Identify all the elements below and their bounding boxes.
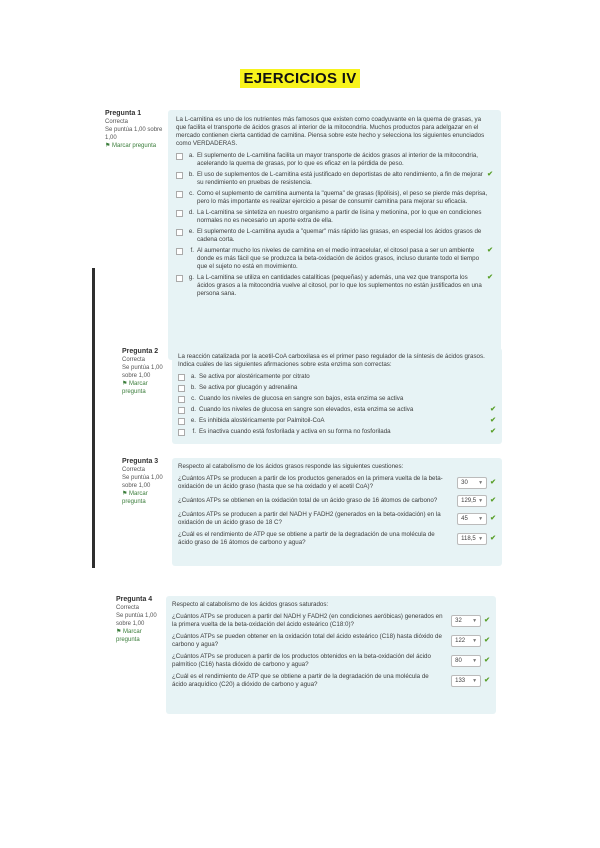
chevron-down-icon: ▼ [478, 516, 484, 522]
correct-check-icon: ✔ [490, 417, 496, 424]
option-letter: c. [189, 190, 194, 197]
flag-question-link[interactable] [122, 490, 170, 506]
flag-question-link[interactable] [116, 628, 164, 644]
option-letter: g. [188, 274, 194, 281]
answer-select[interactable] [451, 635, 481, 647]
answer-option[interactable] [176, 209, 493, 225]
options-list [178, 373, 496, 436]
checkbox[interactable] [176, 248, 183, 255]
question-info [116, 596, 164, 644]
sub-question [172, 673, 490, 689]
option-text: El suplemento de L-carnitina facilita un mayor transporte de ácidos grasos al interior de la mitocondria, acelerando la quema de grasas, por lo que es eficaz en la pérdida de peso. [197, 152, 478, 167]
question-text: La reacción catalizada por la acetil-CoA carboxilasa es el primer paso regulador de la síntesis de ácidos grasos. Indica cuáles de las siguientes afirmaciones sobre esta enzima son correctas: [178, 353, 485, 368]
flag-icon: ⚑ [122, 381, 130, 387]
chevron-down-icon: ▼ [472, 678, 478, 684]
sub-question-text: ¿Cuántos ATPs se pueden obtener en la oxidación total del ácido esteárico (C18) hasta dióxido de carbono y agua? [172, 633, 442, 648]
question-score: Se puntúa 1,00 sobre 1,00 [105, 127, 163, 141]
question-body [172, 458, 502, 566]
sub-question-text: ¿Cuál es el rendimiento de ATP que se obtiene a partir de la degradación de una molécula de ácido araquídico (C20) a dióxido de carbono y agua? [172, 673, 429, 688]
question-status: Correcta [116, 605, 140, 611]
flag-label: Marcar pregunta [112, 143, 157, 149]
answer-option[interactable] [178, 406, 496, 414]
checkbox[interactable] [176, 275, 183, 282]
correct-check-icon: ✔ [490, 479, 496, 486]
checkbox[interactable] [178, 396, 185, 403]
flag-icon: ⚑ [116, 629, 124, 635]
question-info [122, 458, 170, 506]
question-2 [122, 348, 502, 448]
answer-value: 122 [455, 638, 466, 644]
correct-check-icon: ✔ [490, 497, 496, 504]
chevron-down-icon: ▼ [478, 536, 484, 542]
option-letter: f. [192, 428, 196, 435]
checkbox[interactable] [178, 407, 185, 414]
option-text: Como el suplemento de carnitina aumenta la "quema" de grasas (lipólisis), el peso se pierde más deprisa, pero lo más importante es realizar ejercicio a pesar de consumir carnitina para mejorar su eficacia. [197, 190, 488, 205]
questions-list [178, 475, 496, 547]
option-letter: e. [190, 417, 196, 424]
option-text: Cuando los niveles de glucosa en sangre son bajos, esta enzima se activa [199, 395, 404, 402]
question-1 [105, 110, 510, 360]
chevron-down-icon: ▼ [472, 638, 478, 644]
question-number: Pregunta 2 [122, 348, 159, 355]
question-info [122, 348, 170, 396]
question-score: Se puntúa 1,00 sobre 1,00 [122, 475, 163, 489]
answer-select[interactable] [451, 675, 481, 687]
answer-option[interactable] [178, 417, 496, 425]
answer-option[interactable] [176, 274, 493, 298]
sub-question [178, 475, 496, 491]
sub-question [178, 511, 496, 527]
correct-check-icon: ✔ [484, 657, 490, 664]
sub-question-text: ¿Cuántos ATPs se obtienen en la oxidación total de un ácido graso de 16 átomos de carbono? [178, 497, 438, 504]
question-score: Se puntúa 1,00 sobre 1,00 [116, 613, 157, 627]
option-letter: d. [188, 209, 194, 216]
option-letter: b. [190, 384, 196, 391]
question-status: Correcta [122, 357, 146, 363]
option-letter: c. [191, 395, 196, 402]
answer-option[interactable] [176, 152, 493, 168]
answer-value: 129,5 [461, 498, 477, 504]
chevron-down-icon: ▼ [472, 618, 478, 624]
title-text: EJERCICIOS IV [240, 69, 359, 88]
chevron-down-icon: ▼ [478, 480, 484, 486]
question-status: Correcta [105, 119, 129, 125]
answer-select[interactable] [451, 615, 481, 627]
option-text: Se activa por alostéricamente por citrato [199, 373, 310, 380]
correct-check-icon: ✔ [487, 274, 493, 281]
answer-select[interactable] [457, 533, 487, 545]
flag-question-link[interactable] [105, 142, 163, 150]
flag-label: Marcar pregunta [116, 629, 142, 643]
option-letter: a. [190, 373, 196, 380]
checkbox[interactable] [176, 172, 183, 179]
question-text: Respecto al catabolismo de los ácidos grasos responde las siguientes cuestiones: [178, 463, 404, 470]
sub-question [178, 495, 496, 507]
question-body [172, 348, 502, 444]
flag-label: Marcar pregunta [122, 491, 148, 505]
correct-check-icon: ✔ [487, 247, 493, 254]
correct-check-icon: ✔ [490, 535, 496, 542]
option-text: El uso de suplementos de L-carnitina está justificado en deportistas de alto rendimiento, a fin de mejorar su rendimiento en pruebas de resistencia. [197, 171, 483, 186]
question-body [166, 596, 496, 714]
checkbox[interactable] [176, 191, 183, 198]
sub-question-text: ¿Cuántos ATPs se producen a partir de los productos obtenidos en la beta-oxidación del ácido palmítico (C16) hasta dióxido de carbono y agua? [172, 653, 431, 668]
sub-question-text: ¿Cuántos ATPs se producen a partir de los productos generados en la primera vuelta de la beta-oxidación de un ácido graso (hasta que se ha oxidado y el acetil CoA)? [178, 475, 443, 490]
correct-check-icon: ✔ [490, 515, 496, 522]
answer-value: 32 [455, 618, 462, 624]
question-status: Correcta [122, 467, 146, 473]
checkbox[interactable] [178, 429, 185, 436]
correct-check-icon: ✔ [490, 406, 496, 413]
flag-label: Marcar pregunta [122, 381, 148, 395]
sub-question [172, 653, 490, 669]
question-body [168, 110, 501, 360]
answer-value: 80 [455, 658, 462, 664]
answer-option[interactable] [178, 384, 496, 392]
question-number: Pregunta 1 [105, 110, 142, 117]
answer-option[interactable] [176, 247, 493, 271]
sub-question [172, 613, 490, 629]
correct-check-icon: ✔ [484, 637, 490, 644]
answer-select[interactable] [457, 513, 487, 525]
flag-icon: ⚑ [122, 491, 130, 497]
answer-select[interactable] [451, 655, 481, 667]
page-title [0, 70, 600, 88]
option-letter: e. [188, 228, 194, 235]
flag-icon: ⚑ [105, 143, 113, 149]
question-4 [116, 596, 496, 716]
answer-option[interactable] [178, 373, 496, 381]
sub-question [172, 633, 490, 649]
checkbox[interactable] [176, 210, 183, 217]
answer-value: 45 [461, 516, 468, 522]
option-letter: f. [190, 247, 194, 254]
sub-question [178, 531, 496, 547]
question-score: Se puntúa 1,00 sobre 1,00 [122, 365, 163, 379]
correct-check-icon: ✔ [484, 617, 490, 624]
checkbox[interactable] [178, 385, 185, 392]
chevron-down-icon: ▼ [478, 498, 484, 504]
option-text: El suplemento de L-carnitina ayuda a "quemar" más rápido las grasas, en especial los ácidos grasos de cadena corta. [197, 228, 482, 243]
option-text: Al aumentar mucho los niveles de carnitina en el medio intracelular, el citosol pasa a ser un ambiente donde es más fácil que se produzca la beta-oxidación de ácidos grasos, incluso durante todo el tiempo que el sujeto no está en movimiento. [197, 247, 480, 270]
options-list [176, 152, 493, 298]
option-text: Es inactiva cuando está fosforilada y activa en su forma no fosforilada [199, 428, 391, 435]
correct-check-icon: ✔ [484, 677, 490, 684]
checkbox[interactable] [176, 229, 183, 236]
question-number: Pregunta 4 [116, 596, 153, 603]
question-info [105, 110, 163, 150]
answer-select[interactable] [457, 495, 487, 507]
answer-value: 30 [461, 480, 468, 486]
option-letter: d. [190, 406, 196, 413]
option-letter: a. [188, 152, 194, 159]
question-text: Respecto al catabolismo de los ácidos grasos saturados: [172, 601, 329, 608]
questions-list [172, 613, 490, 689]
option-text: Se activa por glucagón y adrenalina [199, 384, 298, 391]
question-text: La L-carnitina es uno de los nutrientes más famosos que existen como coadyuvante en la quema de grasas, ya que facilita el transporte de ácidos grasos al interior de la mitocondria. Muchos productos para adelgazar en el mercado contienen cierta cantidad de carnitina. Piensa sobre este hecho y selecciona los siguientes enunciados como VERDADERAS. [176, 116, 485, 147]
answer-option[interactable] [178, 395, 496, 403]
answer-option[interactable] [178, 428, 496, 436]
answer-select[interactable] [457, 477, 487, 489]
sub-question-text: ¿Cuántos ATPs se producen a partir del NADH y FADH2 (generados en la beta-oxidación) en la oxidación de un ácido graso de 18 C? [178, 511, 441, 526]
option-text: Es inhibida alostéricamente por Palmitoil-CoA [199, 417, 325, 424]
answer-option[interactable] [176, 171, 493, 187]
question-3 [122, 458, 502, 568]
correct-check-icon: ✔ [487, 171, 493, 178]
sub-question-text: ¿Cuántos ATPs se producen a partir del NADH y FADH2 (en condiciones aeróbicas) generados en la primera vuelta de la beta-oxidación del ácido esteárico (C18:0)? [172, 613, 443, 628]
chevron-down-icon: ▼ [472, 658, 478, 664]
answer-option[interactable] [176, 228, 493, 244]
page-divider [92, 268, 95, 568]
checkbox[interactable] [178, 374, 185, 381]
sub-question-text: ¿Cuál es el rendimiento de ATP que se obtiene a partir de la degradación de una molécula de ácido graso de 16 átomos de carbono y agua? [178, 531, 435, 546]
option-text: Cuando los niveles de glucosa en sangre son elevados, esta enzima se activa [199, 406, 414, 413]
question-number: Pregunta 3 [122, 458, 159, 465]
checkbox[interactable] [178, 418, 185, 425]
answer-value: 133 [455, 678, 466, 684]
correct-check-icon: ✔ [490, 428, 496, 435]
answer-value: 118,5 [461, 536, 476, 542]
checkbox[interactable] [176, 153, 183, 160]
answer-option[interactable] [176, 190, 493, 206]
option-text: La L-carnitina se utiliza en cantidades catalíticas (pequeñas) y además, una vez que transporta los ácidos grasos a la mitocondria vuelve al citosol, por lo que los suplementos no están justificados en una persona sana. [197, 274, 482, 297]
option-letter: b. [188, 171, 194, 178]
flag-question-link[interactable] [122, 380, 170, 396]
option-text: La L-carnitina se sintetiza en nuestro organismo a partir de lisina y metionina, por lo que en condiciones normales no es necesario un aporte extra de ella. [197, 209, 482, 224]
